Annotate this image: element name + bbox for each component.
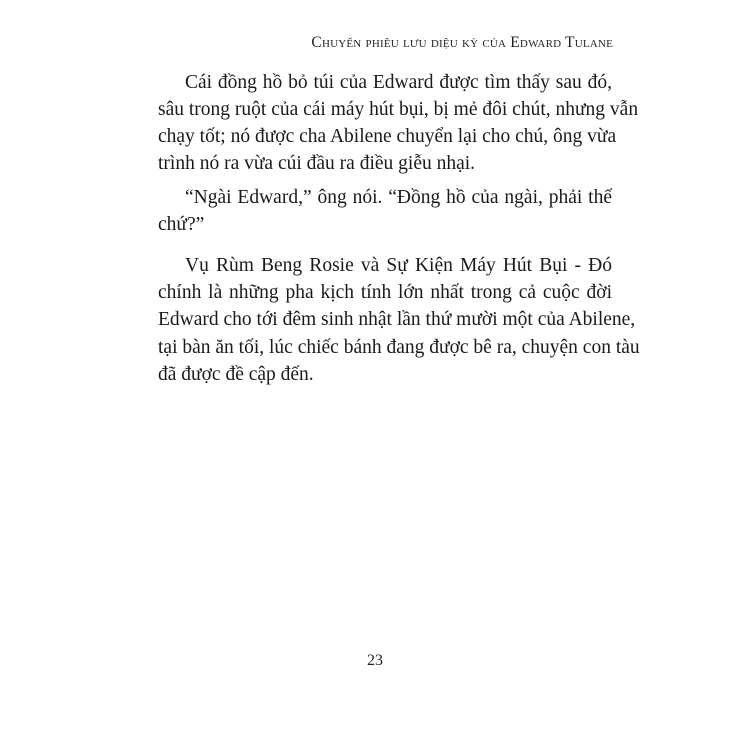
text-line: “Ngài Edward,” ông nói. “Đồng hồ của ngài, phải thế — [185, 187, 612, 208]
text-line: sâu trong ruột của cái máy hút bụi, bị mẻ đôi chút, nhưng vẫn — [158, 99, 639, 120]
text-line: Vụ Rùm Beng Rosie và Sự Kiện Máy Hút Bụi - Đó — [185, 255, 612, 276]
text-line: Cái đồng hồ bỏ túi của Edward được tìm thấy sau đó, — [185, 72, 612, 93]
text-line: đã được đề cập đến. — [158, 364, 314, 385]
text-line: Edward cho tới đêm sinh nhật lần thứ mười một của Abilene, — [158, 309, 636, 330]
page-number: 23 — [367, 652, 383, 669]
text-line: tại bàn ăn tối, lúc chiếc bánh đang được bê ra, chuyện con tàu — [158, 337, 640, 358]
text-line: trình nó ra vừa cúi đầu ra điều giễu nhại. — [158, 153, 476, 174]
running-header: Chuyến phiêu lưu diệu kỳ của Edward Tulane — [311, 34, 613, 51]
text-line: chính là những pha kịch tính lớn nhất trong cả cuộc đời — [158, 282, 612, 303]
text-line: chạy tốt; nó được cha Abilene chuyển lại cho chú, ông vừa — [158, 126, 617, 147]
text-line: chứ?” — [158, 214, 205, 235]
